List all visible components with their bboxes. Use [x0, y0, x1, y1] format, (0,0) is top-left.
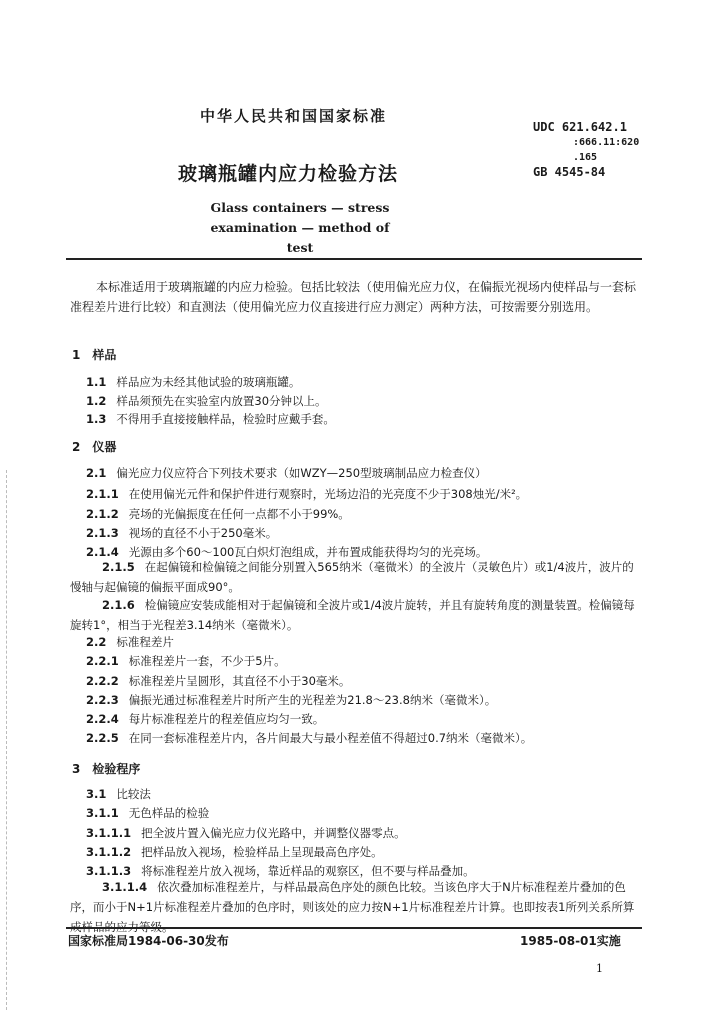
clause-text: 比较法	[116, 787, 151, 801]
clause-3-1-1-2	[86, 844, 383, 860]
clause-text: 标准程差片	[116, 635, 174, 649]
clause-number: 3.1.1.3	[86, 864, 132, 878]
clause-3-1	[86, 786, 151, 802]
clause-text: 在同一套标准程差片内，各片间最大与最小程差值不得超过0.7纳米（毫微米）。	[128, 731, 533, 745]
clause-2-2-2	[86, 673, 350, 689]
section-3-heading: 3 检验程序	[72, 762, 141, 776]
gb-number: GB 4545-84	[533, 165, 606, 179]
udc-line-2: :666.11:620	[573, 137, 640, 148]
clause-text: 偏振光通过标准程差片时所产生的光程差为21.8～23.8纳米（毫微米）。	[128, 693, 497, 707]
clause-2-1-6	[70, 595, 640, 635]
issued-by-date: 国家标准局1984-06-30发布	[68, 934, 229, 948]
standard-header: 中华人民共和国国家标准	[200, 107, 388, 125]
udc-line-1: UDC 621.642.1	[533, 120, 627, 134]
clause-number: 2.2.2	[86, 674, 119, 688]
clause-number: 3.1	[86, 787, 107, 801]
clause-number: 2.1.5	[102, 560, 135, 574]
top-rule	[66, 258, 642, 260]
title-en-line-2: examination — method of test	[210, 220, 390, 255]
title-en-line-1: Glass containers — stress	[210, 200, 390, 215]
clause-number: 1.1	[86, 375, 107, 389]
clause-text: 不得用手直接接触样品，检验时应戴手套。	[116, 412, 335, 426]
clause-text: 无色样品的检验	[128, 806, 210, 820]
clause-text: 光源由多个60～100瓦白炽灯泡组成，并布置成能获得均匀的光亮场。	[128, 545, 488, 559]
clause-2-2-4	[86, 711, 324, 727]
clause-2-2-3	[86, 692, 496, 708]
clause-number: 1.3	[86, 412, 107, 426]
clause-text: 把样品放入视场，检验样品上呈现最高色序处。	[141, 845, 383, 859]
clause-1-3	[86, 411, 335, 427]
clause-1-1	[86, 374, 300, 390]
clause-number: 3.1.1	[86, 806, 119, 820]
clause-3-1-1	[86, 805, 209, 821]
clause-text: 样品须预先在实验室内放置30分钟以上。	[116, 394, 327, 408]
document-title: 玻璃瓶罐内应力检验方法	[178, 163, 399, 185]
clause-number: 2.2.4	[86, 712, 119, 726]
clause-number: 3.1.1.2	[86, 845, 132, 859]
effective-date: 1985-08-01实施	[520, 934, 621, 948]
section-1-heading: 1 样品	[72, 348, 117, 362]
page-number: 1	[596, 962, 603, 975]
clause-2-1-3	[86, 525, 277, 541]
clause-number: 2.2.5	[86, 731, 119, 745]
clause-text: 将标准程差片放入视场，靠近样品的观察区，但不要与样品叠加。	[141, 864, 475, 878]
intro-paragraph: 本标准适用于玻璃瓶罐的内应力检验。包括比较法（使用偏光应力仪，在偏振光视场内使样品与一套标准程差片进行比较）和直测法（使用偏光应力仪直接进行应力测定）两种方法，可按需要分别选用。	[70, 280, 637, 314]
clause-2-1-2	[86, 506, 350, 522]
clause-2-1	[86, 465, 487, 481]
clause-2-1-1	[86, 486, 527, 502]
clause-number: 2.2	[86, 635, 107, 649]
udc-line-3: .165	[573, 152, 598, 163]
clause-number: 1.2	[86, 394, 107, 408]
clause-number: 2.2.3	[86, 693, 119, 707]
clause-text: 标准程差片呈圆形，其直径不小于30毫米。	[128, 674, 351, 688]
clause-number: 2.2.1	[86, 654, 119, 668]
clause-3-1-1-1	[86, 825, 406, 841]
clause-number: 2.1.4	[86, 545, 119, 559]
clause-text: 依次叠加标准程差片，与样品最高色序处的颜色比较。当该色序大于N片标准程差片叠加的色序，而小于N+1片标准程差片叠加的色序时，则该处的应力按N+1片标准程差片计算。也即按表1所列关系所算成样品的应力等级。	[70, 880, 635, 934]
clause-number: 3.1.1.1	[86, 826, 132, 840]
clause-1-2	[86, 393, 327, 409]
clause-text: 在使用偏光元件和保护件进行观察时，光场边沿的光亮度不少于308烛光/米²。	[128, 487, 528, 501]
clause-text: 检偏镜应安装成能相对于起偏镜和全波片或1/4波片旋转，并且有旋转角度的测量装置。检偏镜每旋转1°，相当于光程差3.14纳米（毫微米）。	[70, 598, 635, 632]
clause-number: 2.1	[86, 466, 107, 480]
clause-number: 2.1.1	[86, 487, 119, 501]
section-2-heading: 2 仪器	[72, 440, 117, 454]
clause-text: 把全波片置入偏光应力仪光路中，并调整仪器零点。	[141, 826, 406, 840]
clause-number: 3.1.1.4	[102, 880, 148, 894]
document-title-english	[200, 198, 400, 258]
clause-number: 2.1.6	[102, 598, 135, 612]
clause-number: 2.1.2	[86, 507, 119, 521]
clause-text: 亮场的光偏振度在任何一点都不小于99%。	[128, 507, 350, 521]
clause-text: 在起偏镜和检偏镜之间能分别置入565纳米（毫微米）的全波片（灵敏色片）或1/4波片，波片的慢轴与起偏镜的偏振平面成90°。	[70, 560, 634, 594]
scan-margin-line	[6, 470, 8, 1010]
clause-2-2	[86, 634, 174, 650]
clause-2-1-5	[70, 557, 640, 597]
clause-text: 标准程差片一套，不少于5片。	[128, 654, 286, 668]
udc-block	[533, 120, 639, 180]
clause-text: 每片标准程差片的程差值应均匀一致。	[128, 712, 325, 726]
clause-text: 样品应为未经其他试验的玻璃瓶罐。	[116, 375, 301, 389]
clause-number: 2.1.3	[86, 526, 119, 540]
clause-2-2-1	[86, 653, 286, 669]
clause-2-2-5	[86, 730, 532, 746]
clause-text: 视场的直径不小于250毫米。	[128, 526, 278, 540]
bottom-rule	[66, 927, 642, 929]
clause-text: 偏光应力仪应符合下列技术要求（如WZY—250型玻璃制品应力检查仪）	[116, 466, 487, 480]
